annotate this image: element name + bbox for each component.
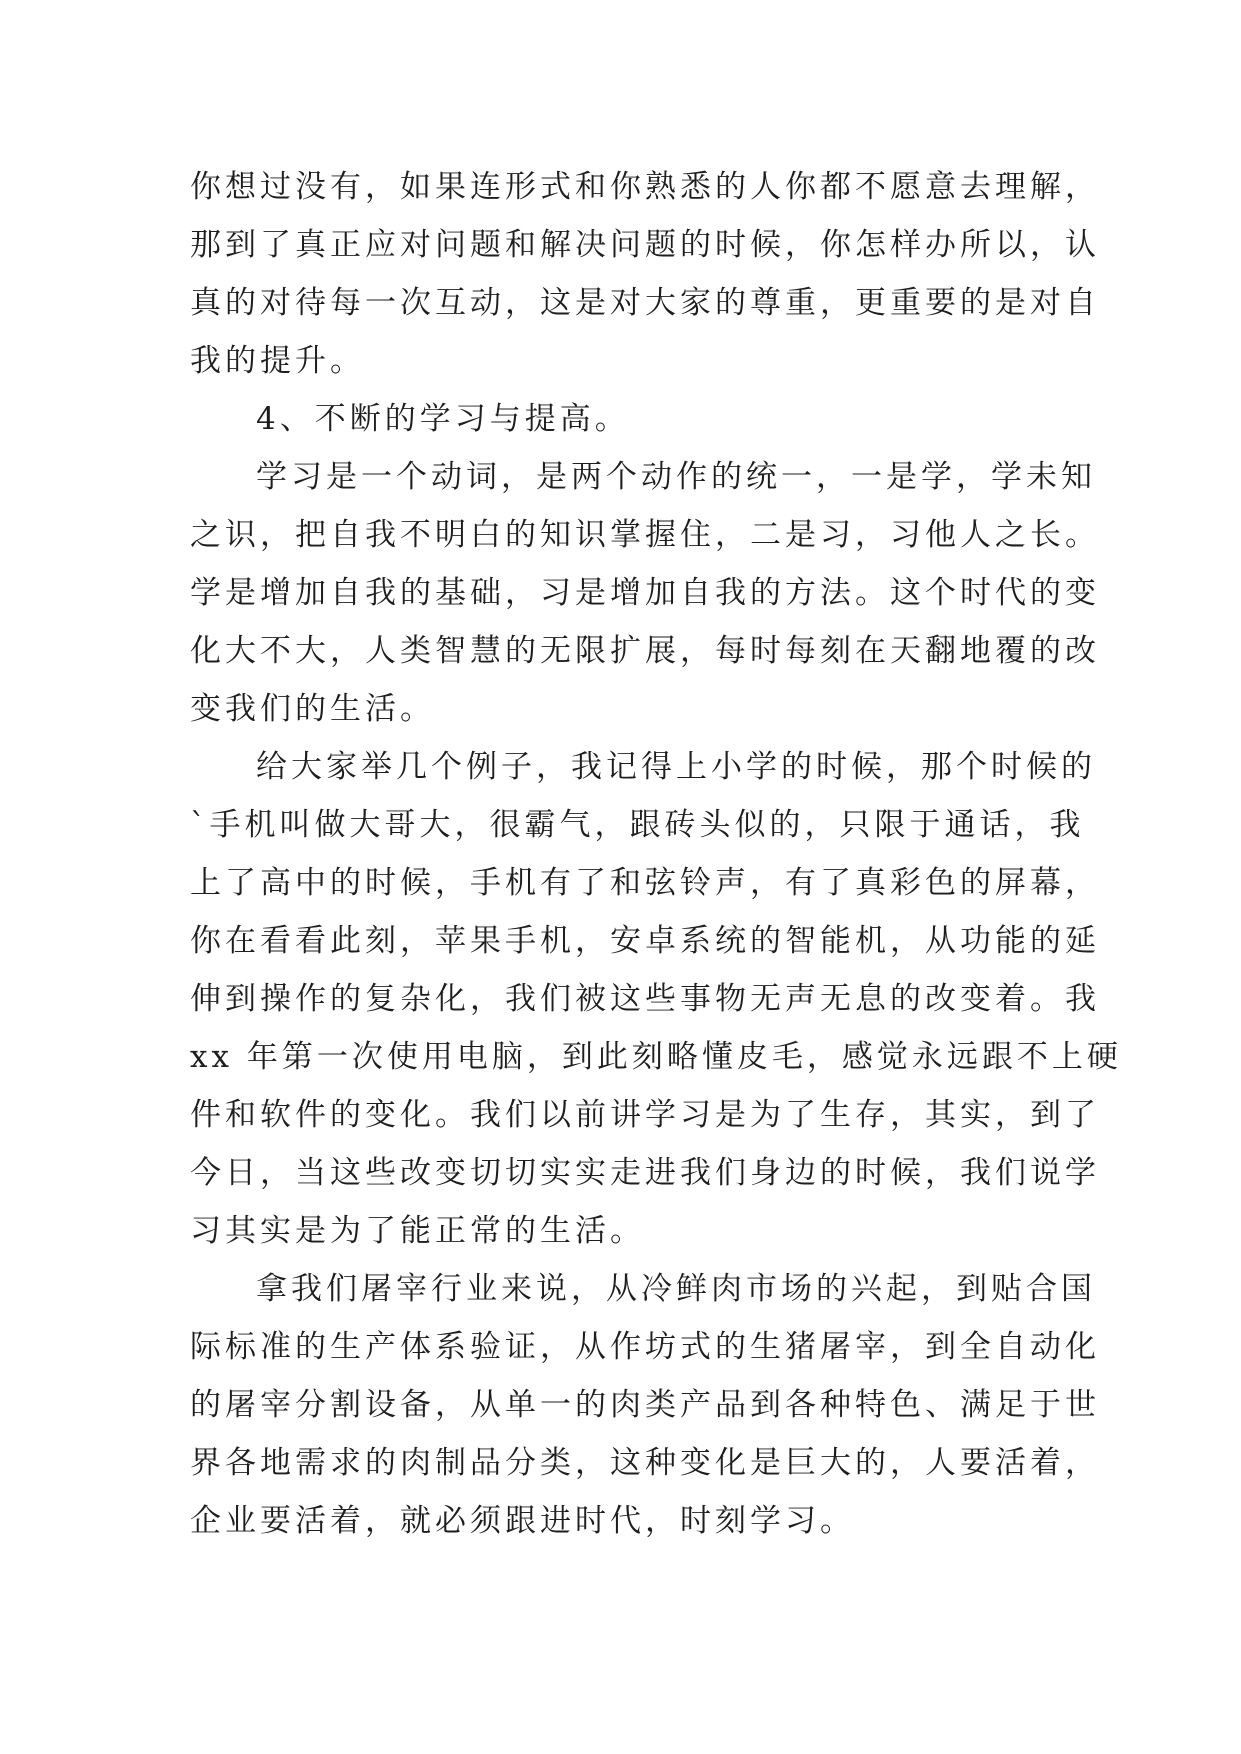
section-heading-4	[190, 390, 1052, 448]
heading-line: 4、不断的学习与提高。	[256, 401, 630, 437]
text-line: 你在看看此刻，苹果手机，安卓系统的智能机，从功能的延	[190, 923, 1100, 959]
text-line: 的屠宰分割设备，从单一的肉类产品到各种特色、满足于世	[190, 1387, 1100, 1423]
document-body	[190, 158, 1122, 1550]
text-line: 之识，把自我不明白的知识掌握住，二是习，习他人之长。	[190, 517, 1100, 553]
text-line: 上了高中的时候，手机有了和弦铃声，有了真彩色的屏幕，	[190, 865, 1100, 901]
text-line: 拿我们屠宰行业来说，从冷鲜肉市场的兴起，到贴合国	[256, 1271, 1096, 1307]
text-line: 变我们的生活。	[190, 691, 435, 727]
text-line: 真的对待每一次互动，这是对大家的尊重，更重要的是对自	[190, 285, 1100, 321]
text-line: 伸到操作的复杂化，我们被这些事物无声无息的改变着。我	[190, 981, 1100, 1017]
text-line: `手机叫做大哥大，很霸气，跟砖头似的，只限于通话，我	[190, 807, 1085, 843]
text-line: 化大不大，人类智慧的无限扩展，每时每刻在天翻地覆的改	[190, 633, 1100, 669]
text-line: 习其实是为了能正常的生活。	[190, 1213, 645, 1249]
text-line: 那到了真正应对问题和解决问题的时候，你怎样办所以，认	[190, 227, 1100, 263]
text-line: 我的提升。	[190, 343, 365, 379]
text-line: 学是增加自我的基础，习是增加自我的方法。这个时代的变	[190, 575, 1100, 611]
text-line: 企业要活着，就必须跟进时代，时刻学习。	[190, 1503, 855, 1539]
text-line: xx 年第一次使用电脑，到此刻略懂皮毛，感觉永远跟不上硬	[190, 1039, 1122, 1075]
text-line: 界各地需求的肉制品分类，这种变化是巨大的，人要活着，	[190, 1445, 1100, 1481]
paragraph-1	[190, 158, 1100, 390]
text-line: 件和软件的变化。我们以前讲学习是为了生存，其实，到了	[190, 1097, 1100, 1133]
text-line: 给大家举几个例子，我记得上小学的时候，那个时候的	[256, 749, 1096, 785]
text-line: 你想过没有，如果连形式和你熟悉的人你都不愿意去理解，	[190, 169, 1100, 205]
paragraph-4	[190, 1260, 1100, 1550]
paragraph-3	[190, 738, 1122, 1260]
paragraph-2	[190, 448, 1100, 738]
text-line: 学习是一个动词，是两个动作的统一，一是学，学未知	[256, 459, 1096, 495]
text-line: 际标准的生产体系验证，从作坊式的生猪屠宰，到全自动化	[190, 1329, 1100, 1365]
text-line: 今日，当这些改变切切实实走进我们身边的时候，我们说学	[190, 1155, 1100, 1191]
